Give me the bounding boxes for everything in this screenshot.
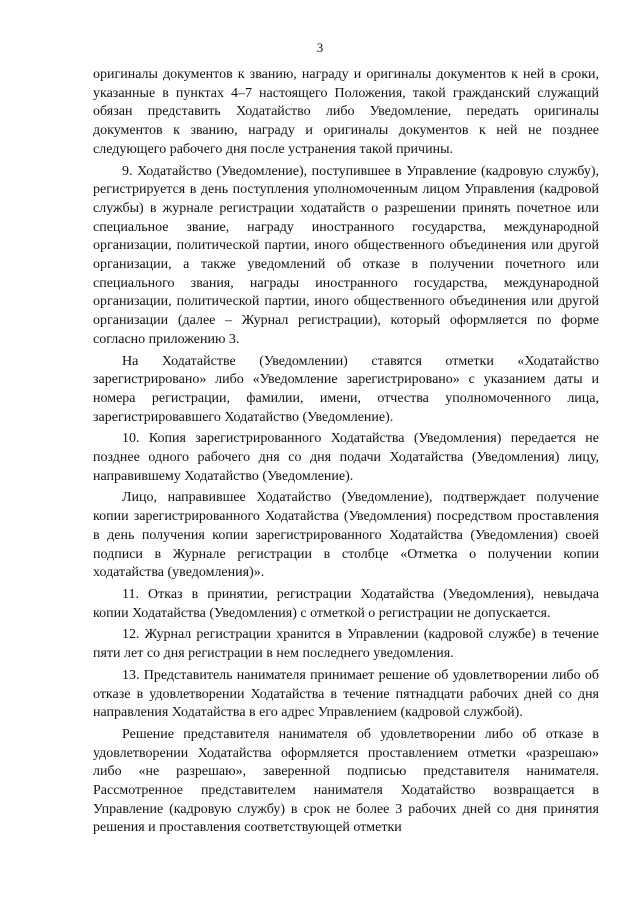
paragraph-item-13: 13. Представитель нанимателя принимает решение об удовлетворении либо об отказе в удовлетворении Ходатайства в течение пятнадцати рабочих дней со дня направления Ходатайства в его адрес Управлением (кадровой службой). xyxy=(93,667,599,721)
document-body xyxy=(93,66,599,841)
page-number: 3 xyxy=(316,40,324,55)
paragraph-item-9: 9. Ходатайство (Уведомление), поступившее в Управление (кадровую службу), регистрируется в день поступления уполномоченным лицом Управления (кадровой службы) в журнале регистрации ходатайств о разрешении принять почетное или специальное звание, награду иностранного государства, международной организации, политической партии, иного общественного объединения или другой организации, а также уведомлений об отказе в получении почетного или специального звания, награды иностранного государства, международной организации, политической партии, иного общественного объединения или другой организации (далее – Журнал регистрации), который оформляется по форме согласно приложению 3. xyxy=(93,163,599,347)
paragraph-item-11: 11. Отказ в принятии, регистрации Ходатайства (Уведомления), невыдача копии Ходатайства (Уведомления) с отметкой о регистрации не допускается. xyxy=(93,586,599,621)
paragraph-registration-marks: На Ходатайстве (Уведомлении) ставятся отметки «Ходатайство зарегистрировано» либо «Уведомление зарегистрировано» с указанием даты и номера регистрации, фамилии, имени, отчества уполномоченного лица, зарегистрировавшего Ходатайство (Уведомление). xyxy=(93,353,599,425)
paragraph-receipt-confirmation: Лицо, направившее Ходатайство (Уведомление), подтверждает получение копии зарегистрированного Ходатайства (Уведомления) посредством проставления в день получения копии зарегистрированного Ходатайства (Уведомления) своей подписи в Журнале регистрации в столбце «Отметка о получении копии ходатайства (уведомления)». xyxy=(93,490,599,581)
paragraph-decision: Решение представителя нанимателя об удовлетворении либо об отказе в удовлетворении Ходатайства оформляется проставлением отметки «разрешаю» либо «не разрешаю», заверенной подписью представителя нанимателя. Рассмотренное представителем нанимателя Ходатайство возвращается в Управление (кадровую службу) в срок не более 3 рабочих дней со дня принятия решения и проставления соответствующей отметки xyxy=(93,726,599,836)
paragraph-item-10: 10. Копия зарегистрированного Ходатайства (Уведомления) передается не позднее одного рабочего дня со дня подачи Ходатайства (Уведомления) лицу, направившему Ходатайство (Уведомление). xyxy=(93,431,599,484)
paragraph-continuation: оригиналы документов к званию, награду и оригиналы документов к ней в сроки, указанные в пунктах 4–7 настоящего Положения, такой гражданский служащий обязан представить Ходатайство либо Уведомление, передать оригиналы документов к званию, награду и оригиналы документов к ней не позднее следующего рабочего дня после устранения такой причины. xyxy=(93,67,599,157)
paragraph-item-12: 12. Журнал регистрации хранится в Управлении (кадровой службе) в течение пяти лет со дня регистрации в нем последнего уведомления. xyxy=(93,627,599,662)
